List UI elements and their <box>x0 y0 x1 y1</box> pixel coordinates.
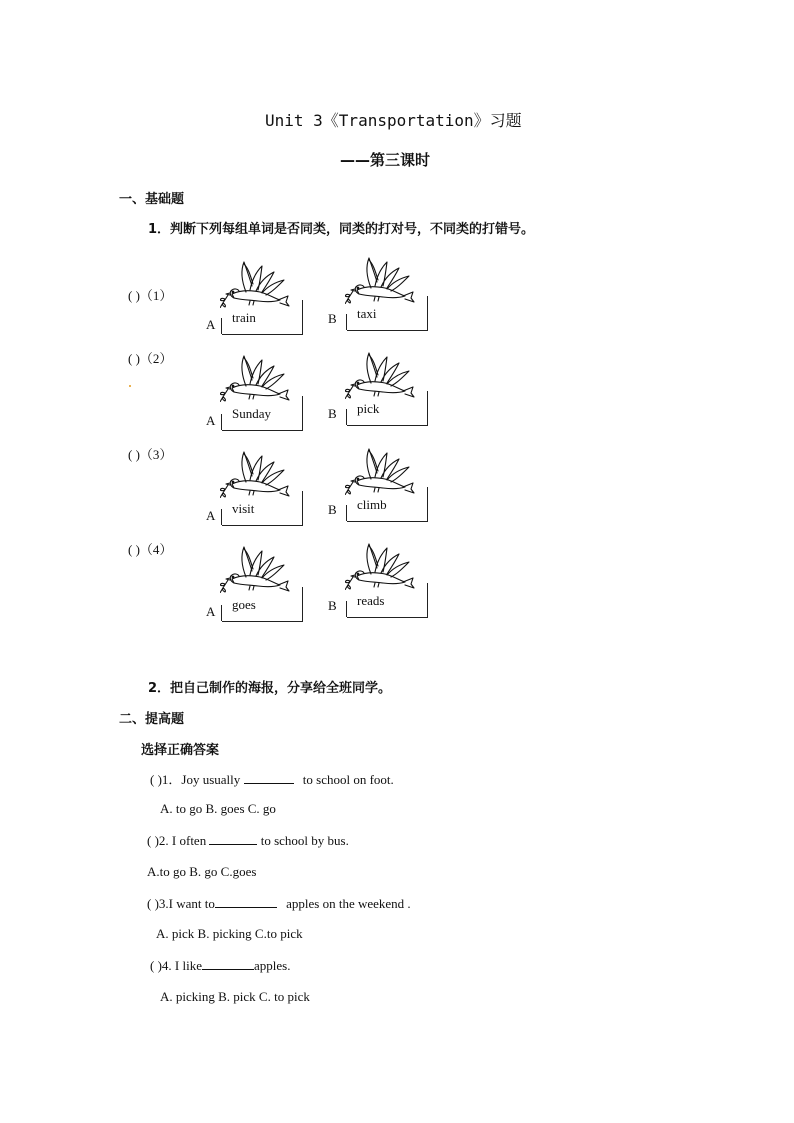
option-letter-b: B <box>328 406 337 421</box>
answer-blank[interactable] <box>209 832 257 845</box>
question-text: ( )2. I often <box>147 833 207 848</box>
option-letter-a: A <box>206 317 216 332</box>
choice-options-4: A. picking B. pick C. to pick <box>160 989 310 1004</box>
section-1-heading: 一、基础题 <box>119 192 185 207</box>
word-box-a <box>222 587 303 622</box>
question-text-end: apples on the weekend . <box>286 896 411 911</box>
word-b: taxi <box>357 306 377 321</box>
choice-options-1: A. to go B. goes C. go <box>160 801 276 816</box>
choice-question-3 <box>147 895 411 912</box>
word-a: Sunday <box>232 406 271 421</box>
page-subtitle: ——第三课时 <box>340 151 431 169</box>
answer-blank[interactable] <box>244 771 294 784</box>
row-label: ( )（1） <box>128 288 173 303</box>
row-label: ( )（3） <box>128 447 173 462</box>
word-b: reads <box>357 593 385 608</box>
word-b: pick <box>357 401 380 416</box>
option-letter-b: B <box>328 598 337 613</box>
option-letter-a: A <box>206 413 216 428</box>
section-2-heading: 二、提高题 <box>119 712 185 727</box>
question-text-end: to school by bus. <box>260 833 349 848</box>
marker-dot <box>129 385 131 387</box>
option-letter-a: A <box>206 604 216 619</box>
option-letter-b: B <box>328 311 337 326</box>
word-b: climb <box>357 497 387 512</box>
dove-icon <box>220 541 290 593</box>
question-text: ( )3.I want to <box>147 896 215 911</box>
word-a: train <box>232 310 256 325</box>
question-text: ( )1．Joy usually <box>150 772 241 787</box>
word-box-b <box>347 391 428 426</box>
choice-options-3: A. pick B. picking C.to pick <box>156 926 303 941</box>
word-a: visit <box>232 501 255 516</box>
choice-question-2 <box>147 832 349 849</box>
row-label: ( )（2） <box>128 351 173 366</box>
dove-icon <box>220 350 290 402</box>
choice-question-4 <box>150 957 290 974</box>
page-title: Unit 3《Transportation》习题 <box>265 111 522 130</box>
word-box-a <box>222 491 303 526</box>
choice-question-1 <box>150 769 394 788</box>
word-box-b <box>347 583 428 618</box>
choice-options-2: A.to go B. go C.goes <box>147 864 257 879</box>
word-a: goes <box>232 597 256 612</box>
question-2-instruction: 2．把自己制作的海报，分享给全班同学。 <box>148 681 392 696</box>
word-box-a <box>222 396 303 431</box>
question-text-end: apples. <box>253 958 291 973</box>
option-letter-a: A <box>206 508 216 523</box>
option-letter-b: B <box>328 502 337 517</box>
word-box-b <box>347 487 428 522</box>
word-box-b <box>347 296 428 331</box>
row-label: ( )（4） <box>128 542 173 557</box>
question-text-end: to school on foot. <box>302 772 394 787</box>
answer-blank[interactable] <box>215 895 277 908</box>
question-1-instruction: 1．判断下列每组单词是否同类，同类的打对号，不同类的打错号。 <box>148 222 535 237</box>
word-box-a <box>222 300 303 335</box>
answer-blank[interactable] <box>202 957 254 970</box>
question-text: ( )4. I like <box>150 958 202 973</box>
section-2-subheading: 选择正确答案 <box>141 743 220 758</box>
